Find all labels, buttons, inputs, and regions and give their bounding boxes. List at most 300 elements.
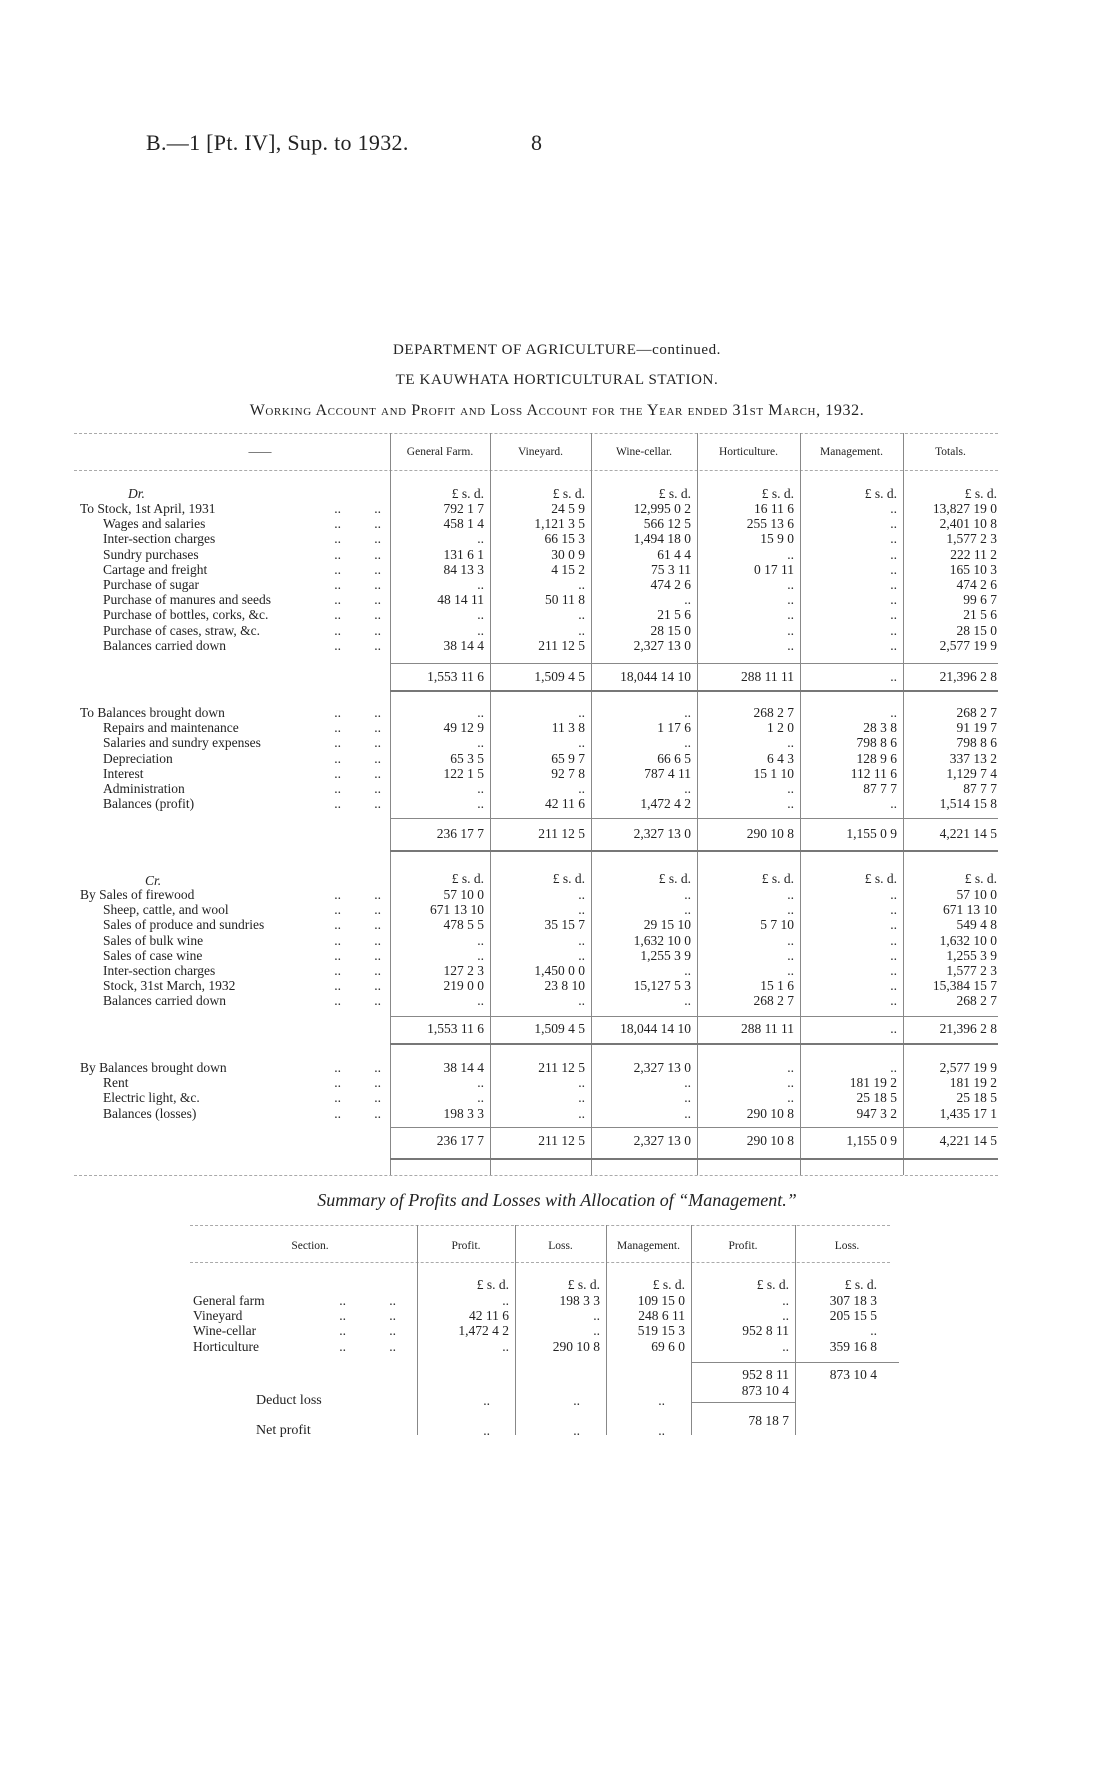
summary-deduct-label: Deduct loss xyxy=(256,1393,322,1408)
table-cell: 15,384 15 7 xyxy=(932,978,997,994)
value-column xyxy=(699,705,794,811)
total-cell: 1,509 4 5 xyxy=(534,669,585,684)
cr-double-rule xyxy=(390,1043,998,1045)
table-cell: 75 3 11 xyxy=(651,561,691,577)
table-cell: 42 11 6 xyxy=(469,1308,509,1324)
table-cell: .. xyxy=(890,561,897,577)
value-column xyxy=(802,501,897,653)
table-cell: 474 2 6 xyxy=(650,576,691,592)
units-row: £ s. d. xyxy=(761,871,794,886)
table-cell: 5 7 10 xyxy=(760,917,794,933)
table-cell: 1,632 10 0 xyxy=(939,932,997,948)
table-cell: .. xyxy=(684,993,691,1009)
summary-top-rule xyxy=(190,1225,890,1226)
table-cell: 15 1 6 xyxy=(760,978,794,994)
row-label: Vineyard xyxy=(193,1308,243,1324)
value-column xyxy=(905,501,997,653)
table-cell: 61 4 4 xyxy=(657,546,691,562)
table-cell: 15 1 10 xyxy=(753,765,794,781)
summary-net-value: 78 18 7 xyxy=(748,1413,789,1428)
table-cell: 127 2 3 xyxy=(443,962,484,978)
dot-leader: .. xyxy=(334,993,341,1009)
table-header-rule xyxy=(74,470,998,471)
table-cell: .. xyxy=(477,705,484,720)
dot-leader: .. xyxy=(339,1323,346,1339)
dot-leader: .. xyxy=(374,796,381,812)
table-cell: .. xyxy=(477,932,484,948)
total-cell: 1,155 0 9 xyxy=(846,1133,897,1148)
row-label: Depreciation xyxy=(103,750,173,766)
table-cell: .. xyxy=(477,607,484,623)
table-cell: .. xyxy=(477,993,484,1009)
row-label: Rent xyxy=(103,1075,129,1091)
table-cell: 24 5 9 xyxy=(551,501,585,516)
table-cell: .. xyxy=(578,1090,585,1106)
summary-dots: .. xyxy=(573,1393,580,1408)
table-cell: 66 6 5 xyxy=(657,750,691,766)
table-cell: 4 15 2 xyxy=(551,561,585,577)
dot-leader: .. xyxy=(374,993,381,1009)
table-cell: 25 18 5 xyxy=(856,1090,897,1106)
table-cell: .. xyxy=(787,780,794,796)
table-cell: .. xyxy=(787,735,794,751)
units-row: £ s. d. xyxy=(658,871,691,886)
value-column xyxy=(593,1060,691,1121)
table-cell: 2,401 10 8 xyxy=(939,516,997,532)
dot-leader: .. xyxy=(374,887,381,902)
total-cell: 288 11 11 xyxy=(741,1021,794,1036)
table-cell: 91 19 7 xyxy=(956,720,997,736)
table-cell: .. xyxy=(787,607,794,623)
units-row: £ s. d. xyxy=(756,1277,789,1292)
table-cell: .. xyxy=(477,576,484,592)
table-cell: .. xyxy=(787,1075,794,1091)
dot-leader: .. xyxy=(334,592,341,608)
table-cell: 290 10 8 xyxy=(746,1105,794,1121)
units-row: £ s. d. xyxy=(658,486,691,501)
dot-leader: .. xyxy=(374,1075,381,1091)
table-cell: 792 1 7 xyxy=(443,501,484,516)
table-cell: 6 4 3 xyxy=(767,750,794,766)
table-cell: 21 5 6 xyxy=(963,607,997,623)
total-cell: 21,396 2 8 xyxy=(939,1021,997,1036)
table-cell: .. xyxy=(787,546,794,562)
dot-leader: .. xyxy=(374,516,381,532)
units-row: £ s. d. xyxy=(864,871,897,886)
dot-leader: .. xyxy=(334,516,341,532)
table-cell: 268 2 7 xyxy=(753,993,794,1009)
dr2-labels xyxy=(80,705,261,811)
table-cell: .. xyxy=(578,932,585,948)
col-divider-3 xyxy=(591,433,592,1175)
dr-sum-rule xyxy=(390,663,998,664)
dot-leader: .. xyxy=(334,1060,341,1075)
table-cell: 337 13 2 xyxy=(949,750,997,766)
value-column xyxy=(905,705,997,811)
table-cell: .. xyxy=(890,592,897,608)
dot-leader: .. xyxy=(389,1338,396,1354)
table-cell: .. xyxy=(578,902,585,918)
summary-divider-2 xyxy=(515,1225,516,1435)
table-cell: .. xyxy=(787,622,794,638)
row-label: Purchase of sugar xyxy=(103,576,199,592)
table-cell: .. xyxy=(890,516,897,532)
row-label: Salaries and sundry expenses xyxy=(103,735,261,751)
table-cell: 198 3 3 xyxy=(443,1105,484,1121)
table-cell: 248 6 11 xyxy=(638,1308,685,1324)
dot-leader: .. xyxy=(334,978,341,994)
table-cell: .. xyxy=(684,962,691,978)
table-cell: 211 12 5 xyxy=(538,637,585,653)
table-cell: .. xyxy=(578,1075,585,1091)
value-column xyxy=(392,705,484,811)
row-label: Sales of bulk wine xyxy=(103,932,204,948)
total-cell: 1,553 11 6 xyxy=(427,669,484,684)
row-label: Sundry purchases xyxy=(103,546,199,562)
dot-leader: .. xyxy=(374,607,381,623)
row-label: Wine-cellar xyxy=(193,1323,257,1339)
summary-dots: .. xyxy=(658,1393,665,1408)
table-cell: 12,995 0 2 xyxy=(633,501,691,516)
total-cell: 290 10 8 xyxy=(746,826,794,841)
table-cell: 211 12 5 xyxy=(538,1060,585,1075)
dot-leader: .. xyxy=(334,607,341,623)
table-cell: 109 15 0 xyxy=(637,1293,685,1308)
table-cell: .. xyxy=(890,576,897,592)
value-column xyxy=(492,501,585,653)
units-row: £ s. d. xyxy=(451,486,484,501)
summary-value-column xyxy=(797,1293,877,1354)
table-cell: .. xyxy=(477,780,484,796)
table-cell: .. xyxy=(890,978,897,994)
table-cell: .. xyxy=(782,1338,789,1354)
table-cell: .. xyxy=(890,932,897,948)
table-cell: .. xyxy=(477,622,484,638)
summary-title: Summary of Profits and Losses with Allocation of “Management.” xyxy=(317,1190,797,1210)
summary-dots: .. xyxy=(573,1423,580,1438)
dot-leader: .. xyxy=(339,1293,346,1308)
total-cell: 236 17 7 xyxy=(436,1133,484,1148)
table-cell: .. xyxy=(787,796,794,812)
table-cell: .. xyxy=(578,607,585,623)
units-row: £ s. d. xyxy=(964,871,997,886)
table-top-rule xyxy=(74,433,998,434)
table-cell: 42 11 6 xyxy=(545,796,585,812)
summary-divider-1 xyxy=(417,1225,418,1435)
dot-leader: .. xyxy=(374,1090,381,1106)
table-cell: 16 11 6 xyxy=(754,501,794,516)
value-column xyxy=(593,887,691,1009)
table-cell: 255 13 6 xyxy=(746,516,794,532)
dot-leader: .. xyxy=(374,917,381,933)
table-cell: 2,577 19 9 xyxy=(939,637,997,653)
table-cell: .. xyxy=(684,735,691,751)
table-cell: 549 4 8 xyxy=(956,917,997,933)
table-cell: .. xyxy=(684,780,691,796)
col-divider-5 xyxy=(800,433,801,1175)
row-label: Repairs and maintenance xyxy=(103,720,239,736)
column-head-horticulture: Horticulture. xyxy=(718,446,779,458)
row-label: Balances (losses) xyxy=(103,1105,197,1121)
table-cell: .. xyxy=(782,1293,789,1308)
station-title: TE KAUWHATA HORTICULTURAL STATION. xyxy=(395,372,719,388)
table-cell: 84 13 3 xyxy=(443,561,484,577)
row-label: Purchase of manures and seeds xyxy=(103,592,271,608)
dot-leader: .. xyxy=(374,637,381,653)
units-row: £ s. d. xyxy=(844,1277,877,1292)
dot-leader: .. xyxy=(334,917,341,933)
cr-sum-rule xyxy=(390,1016,998,1017)
summary-subtotal-rule xyxy=(691,1362,899,1363)
row-label: Wages and salaries xyxy=(103,516,206,532)
dot-leader: .. xyxy=(374,531,381,547)
table-cell: 1,129 7 4 xyxy=(946,765,997,781)
summary-value-column xyxy=(608,1293,685,1354)
table-cell: 1 2 0 xyxy=(767,720,794,736)
table-cell: 49 12 9 xyxy=(443,720,484,736)
table-cell: 28 15 0 xyxy=(956,622,997,638)
dot-leader: .. xyxy=(334,735,341,751)
dot-leader: .. xyxy=(334,1105,341,1121)
value-column xyxy=(593,705,691,811)
table-cell: 92 7 8 xyxy=(551,765,585,781)
table-cell: 1,121 3 5 xyxy=(534,516,585,532)
table-cell: .. xyxy=(890,1060,897,1075)
table-cell: 1,472 4 2 xyxy=(458,1323,509,1339)
table-cell: .. xyxy=(787,932,794,948)
table-cell: .. xyxy=(477,796,484,812)
dot-leader: .. xyxy=(374,561,381,577)
table-cell: .. xyxy=(787,962,794,978)
table-cell: .. xyxy=(787,1060,794,1075)
table-cell: 787 4 11 xyxy=(644,765,691,781)
table-cell: .. xyxy=(593,1323,600,1339)
row-label: General farm xyxy=(193,1293,265,1308)
table-cell: 268 2 7 xyxy=(956,705,997,720)
table-cell: .. xyxy=(890,607,897,623)
table-cell: 1,494 18 0 xyxy=(633,531,691,547)
table-cell: 1,435 17 1 xyxy=(939,1105,997,1121)
table-cell: .. xyxy=(477,1090,484,1106)
total-cell: 288 11 11 xyxy=(741,669,794,684)
row-label: Balances carried down xyxy=(103,637,226,653)
table-cell: 222 11 2 xyxy=(950,546,997,562)
units-row: £ s. d. xyxy=(864,486,897,501)
table-cell: .. xyxy=(593,1308,600,1324)
dot-leader: .. xyxy=(374,978,381,994)
value-column xyxy=(392,887,484,1009)
table-cell: 38 14 4 xyxy=(443,1060,484,1075)
dot-leader: .. xyxy=(334,546,341,562)
table-cell: 15,127 5 3 xyxy=(633,978,691,994)
table-cell: 38 14 4 xyxy=(443,637,484,653)
units-row: £ s. d. xyxy=(652,1277,685,1292)
summary-subtotal-loss: 873 10 4 xyxy=(829,1367,877,1382)
dot-leader: .. xyxy=(334,531,341,547)
summary-value-column xyxy=(419,1293,509,1354)
table-cell: 268 2 7 xyxy=(956,993,997,1009)
table-cell: 1,632 10 0 xyxy=(633,932,691,948)
dot-leader: .. xyxy=(334,963,341,978)
table-cell: .. xyxy=(477,531,484,547)
table-cell: 359 16 8 xyxy=(829,1338,877,1354)
table-cell: .. xyxy=(890,637,897,653)
row-label: By Sales of firewood xyxy=(80,887,195,902)
table-cell: .. xyxy=(578,705,585,720)
table-cell: .. xyxy=(684,902,691,918)
dr2-double-rule xyxy=(390,850,998,852)
dot-leader: .. xyxy=(374,546,381,562)
dot-leader: .. xyxy=(374,735,381,751)
row-label: To Balances brought down xyxy=(80,705,225,720)
dot-leader: .. xyxy=(334,622,341,638)
table-cell: .. xyxy=(684,1090,691,1106)
table-cell: 798 8 6 xyxy=(956,735,997,751)
dot-leader: .. xyxy=(374,750,381,766)
summary-head-loss: Loss. xyxy=(548,1240,573,1252)
dot-leader: .. xyxy=(374,1105,381,1121)
table-cell: 48 14 11 xyxy=(437,592,484,608)
table-cell: 65 9 7 xyxy=(551,750,585,766)
total-cell: 211 12 5 xyxy=(538,826,585,841)
cr-caption: Cr. xyxy=(145,873,162,888)
value-column xyxy=(905,887,997,1009)
cr2-labels xyxy=(80,1060,227,1121)
table-cell: 30 0 9 xyxy=(551,546,585,562)
row-label: Inter-section charges xyxy=(103,531,216,547)
table-cell: 290 10 8 xyxy=(552,1338,600,1354)
row-label: Horticulture xyxy=(193,1338,259,1354)
table-cell: 1,255 3 9 xyxy=(640,947,691,963)
summary-subtotal-profit: 952 8 11 xyxy=(742,1367,789,1382)
row-label: Balances carried down xyxy=(103,993,226,1009)
column-head-vineyard: Vineyard. xyxy=(518,446,563,458)
table-cell: 13,827 19 0 xyxy=(932,501,997,516)
row-label: Purchase of bottles, corks, &c. xyxy=(103,607,269,623)
table-cell: .. xyxy=(684,1075,691,1091)
table-cell: .. xyxy=(578,947,585,963)
table-cell: 181 19 2 xyxy=(949,1075,997,1091)
table-cell: 28 3 8 xyxy=(863,720,897,736)
table-cell: .. xyxy=(870,1323,877,1339)
row-label: Electric light, &c. xyxy=(103,1090,200,1106)
table-cell: 2,577 19 9 xyxy=(939,1060,997,1075)
value-column xyxy=(802,887,897,1009)
row-label: Sales of produce and sundries xyxy=(103,917,265,933)
dr-labels xyxy=(80,501,271,653)
dot-leader: .. xyxy=(374,720,381,736)
total-cell: 18,044 14 10 xyxy=(620,669,691,684)
table-cell: 671 13 10 xyxy=(430,902,484,918)
table-cell: 198 3 3 xyxy=(559,1293,600,1308)
table-cell: .. xyxy=(578,780,585,796)
summary-deduct-value: 873 10 4 xyxy=(741,1383,789,1398)
total-cell: 21,396 2 8 xyxy=(939,669,997,684)
table-cell: 69 6 0 xyxy=(651,1338,685,1354)
row-label: Cartage and freight xyxy=(103,561,208,577)
column-head-blank: —— xyxy=(248,446,272,458)
dot-leader: .. xyxy=(374,577,381,592)
table-cell: 23 8 10 xyxy=(544,978,585,994)
table-cell: .. xyxy=(578,576,585,592)
units-row: £ s. d. xyxy=(552,871,585,886)
summary-head-loss-after: Loss. xyxy=(834,1240,860,1252)
table-cell: .. xyxy=(578,735,585,751)
dot-leader: .. xyxy=(334,947,341,963)
units-row: £ s. d. xyxy=(476,1277,509,1292)
cr-labels xyxy=(80,887,264,1009)
units-row: £ s. d. xyxy=(451,871,484,886)
department-title: DEPARTMENT OF AGRICULTURE—continued. xyxy=(392,342,722,358)
dot-leader: .. xyxy=(334,561,341,577)
summary-divider-3 xyxy=(606,1225,607,1435)
total-cell: .. xyxy=(890,669,897,684)
dr2-sum-rule xyxy=(390,818,998,819)
col-divider-6 xyxy=(903,433,904,1175)
table-cell: .. xyxy=(890,887,897,902)
table-cell: 29 15 10 xyxy=(643,917,691,933)
cr2-double-rule xyxy=(390,1158,998,1160)
summary-net-label: Net profit xyxy=(256,1423,311,1438)
value-column xyxy=(492,705,585,811)
dot-leader: .. xyxy=(374,765,381,781)
table-cell: 57 10 0 xyxy=(956,887,997,902)
table-cell: .. xyxy=(578,887,585,902)
table-cell: 219 0 0 xyxy=(443,978,484,994)
table-cell: 131 6 1 xyxy=(443,546,484,562)
table-cell: 1,577 2 3 xyxy=(946,531,997,547)
table-cell: .. xyxy=(890,917,897,933)
row-label: Stock, 31st March, 1932 xyxy=(103,978,236,994)
cr2-sum-rule xyxy=(390,1127,998,1128)
dot-leader: .. xyxy=(374,781,381,796)
table-cell: .. xyxy=(787,887,794,902)
summary-value-column xyxy=(693,1293,789,1354)
row-label: Inter-section charges xyxy=(103,962,216,978)
table-cell: 566 12 5 xyxy=(643,516,691,532)
summary-dots: .. xyxy=(658,1423,665,1438)
summary-header-rule xyxy=(190,1262,890,1263)
value-column xyxy=(593,501,691,653)
table-cell: .. xyxy=(890,622,897,638)
table-cell: 112 11 6 xyxy=(850,765,897,781)
table-cell: .. xyxy=(787,947,794,963)
table-cell: .. xyxy=(578,993,585,1009)
dot-leader: .. xyxy=(339,1308,346,1324)
table-cell: 1,450 0 0 xyxy=(534,962,585,978)
table-cell: .. xyxy=(477,735,484,751)
table-cell: 0 17 11 xyxy=(754,561,794,577)
table-cell: 947 3 2 xyxy=(856,1105,897,1121)
total-cell: 290 10 8 xyxy=(746,1133,794,1148)
table-cell: 671 13 10 xyxy=(943,902,997,918)
dot-leader: .. xyxy=(374,902,381,918)
dot-leader: .. xyxy=(389,1323,396,1339)
table-cell: .. xyxy=(890,531,897,547)
table-cell: .. xyxy=(787,576,794,592)
units-row: £ s. d. xyxy=(552,486,585,501)
row-label: Administration xyxy=(103,780,185,796)
total-cell: 4,221 14 5 xyxy=(939,826,997,841)
total-cell: 236 17 7 xyxy=(436,826,484,841)
table-cell: .. xyxy=(890,902,897,918)
table-cell: 35 15 7 xyxy=(544,917,585,933)
total-cell: 1,155 0 9 xyxy=(846,826,897,841)
table-bottom-rule xyxy=(74,1175,998,1176)
row-label: Interest xyxy=(103,765,144,781)
dot-leader: .. xyxy=(389,1293,396,1308)
table-cell: 458 1 4 xyxy=(443,516,484,532)
